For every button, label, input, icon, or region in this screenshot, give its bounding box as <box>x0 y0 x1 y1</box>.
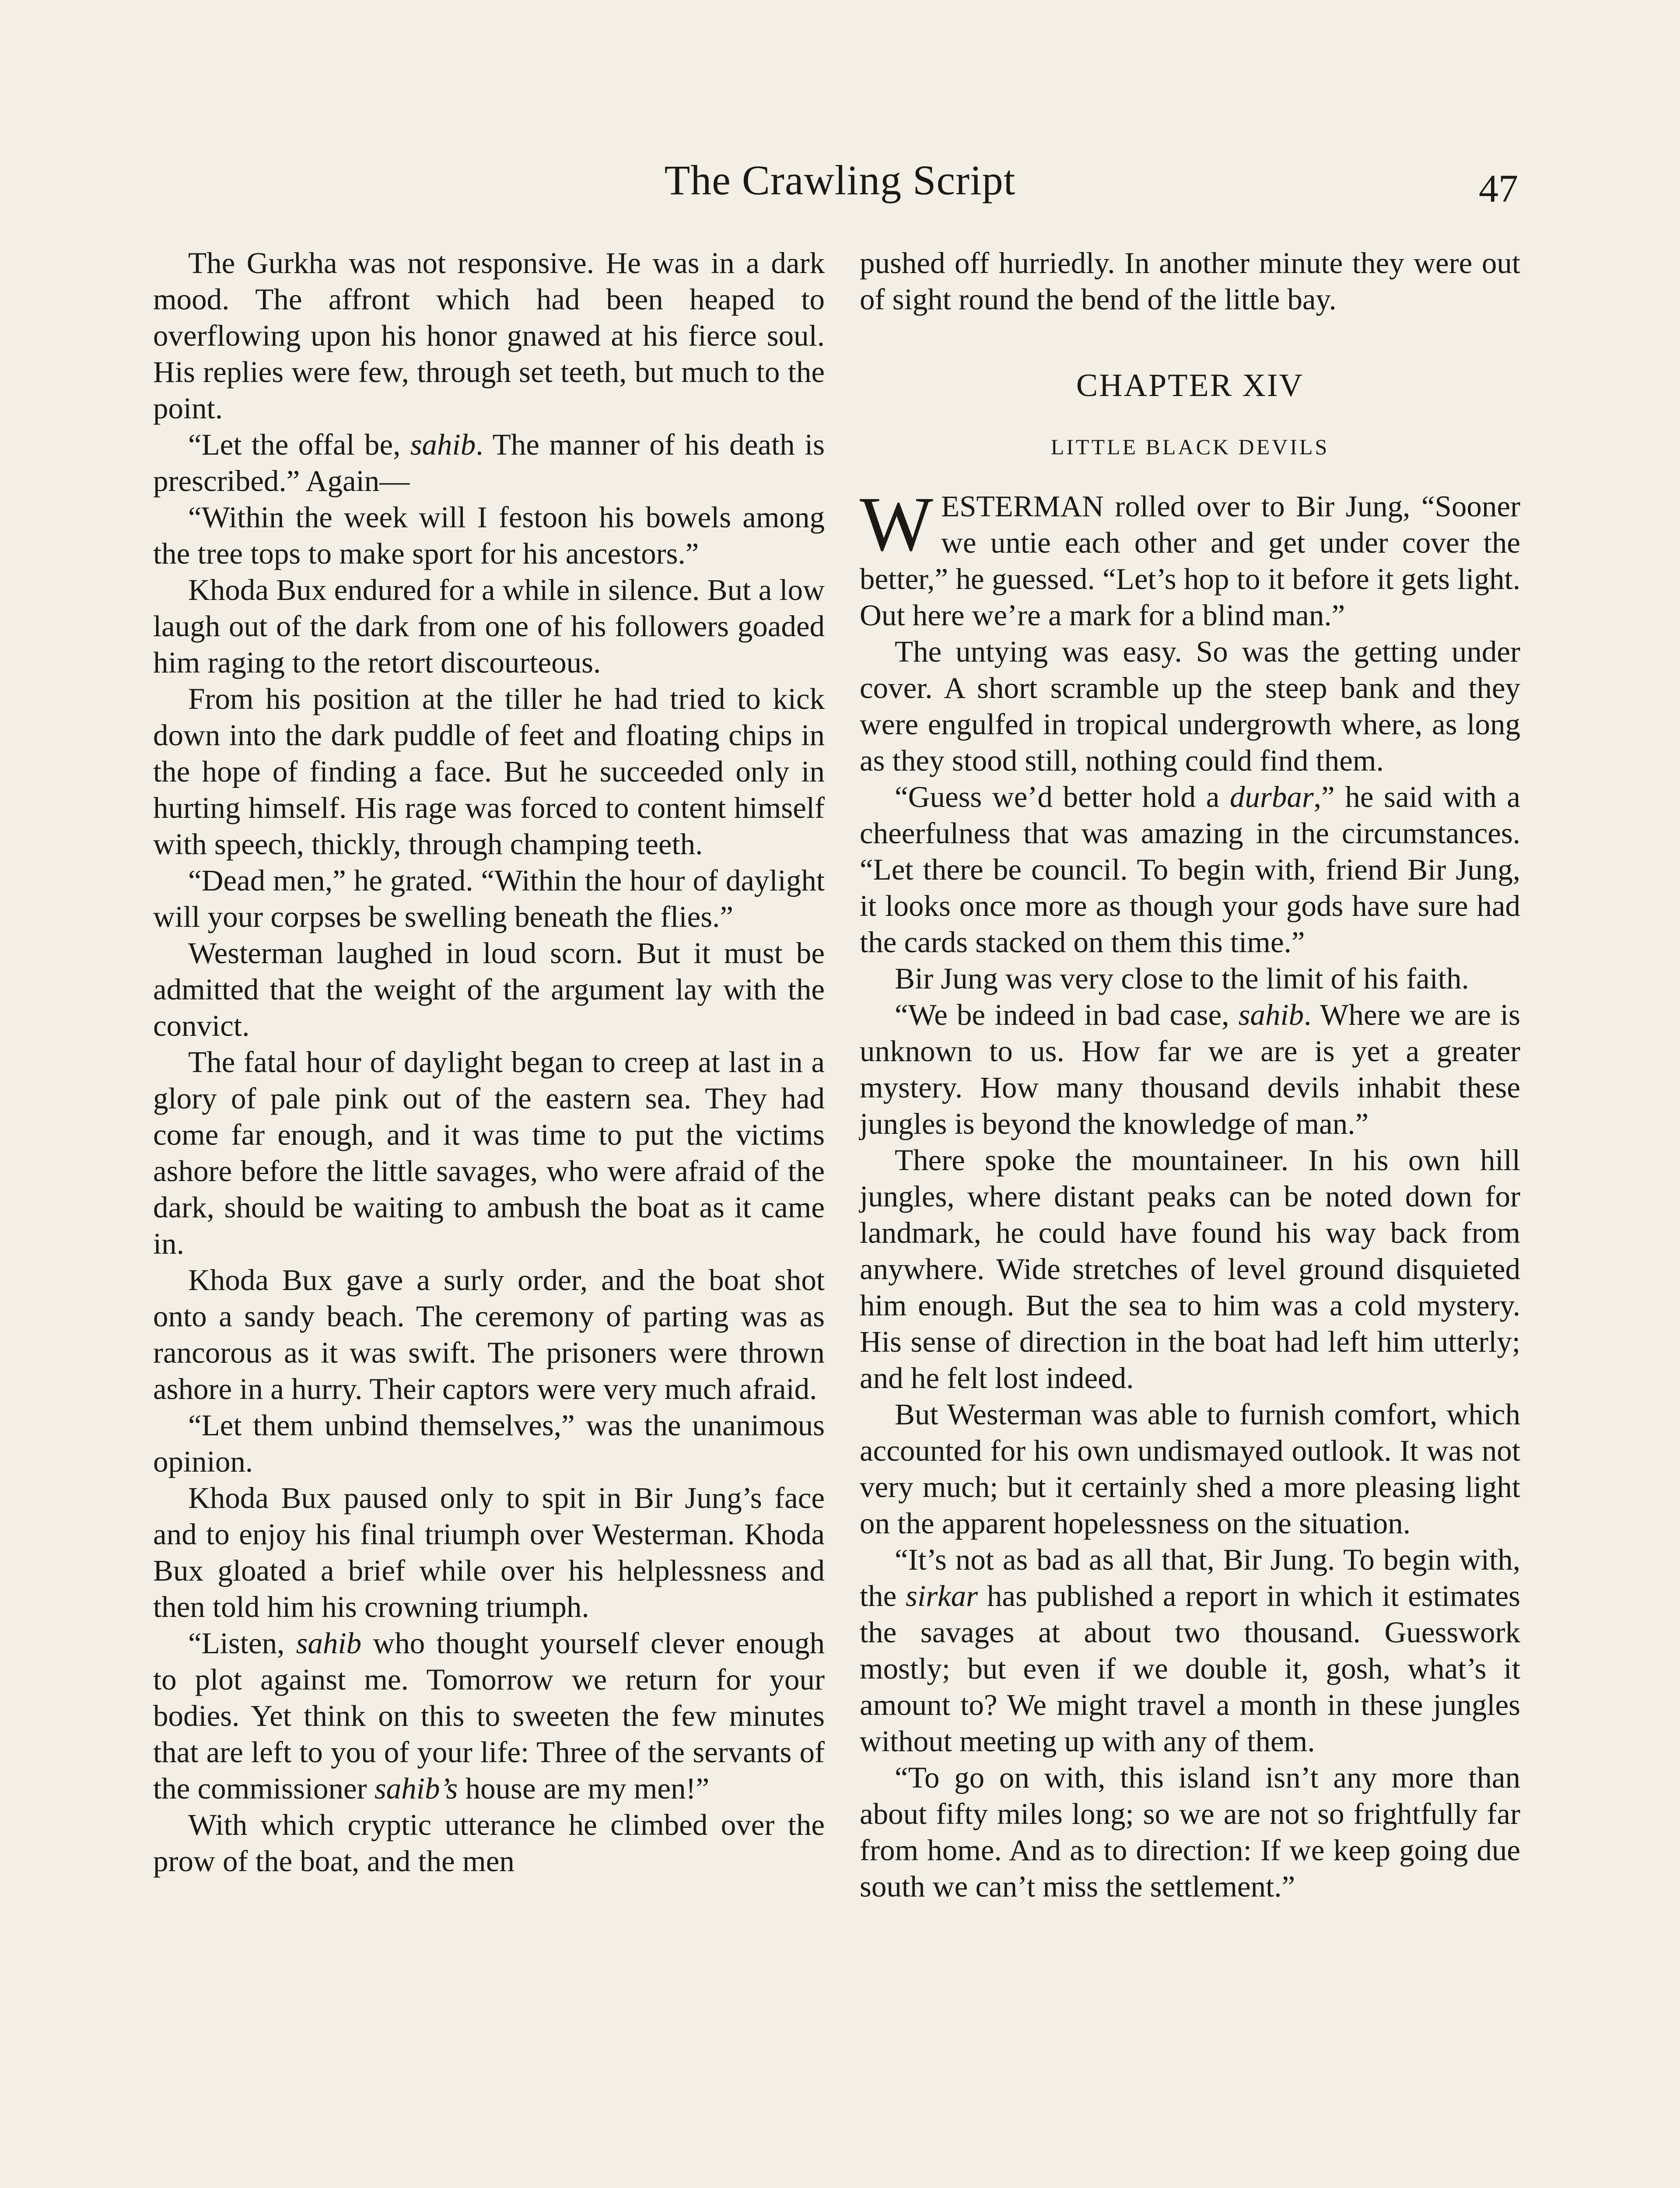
paragraph: There spoke the mountaineer. In his own hill jungles, where distant peaks can be noted down for landmark, he could have found his way back from anywhere. Wide stretches of level ground disquieted him enough. But the sea to him was a cold mystery. His sense of direction in the boat had left him utterly; and he felt lost indeed. <box>860 1143 1520 1395</box>
paragraph: But Westerman was able to furnish comfort, which accounted for his own undismayed outlook. It was not very much; but it certainly shed a more pleasing light on the apparent hopelessness on the situation. <box>860 1398 1520 1540</box>
left-column <box>153 245 825 1879</box>
paragraph: Khoda Bux gave a surly order, and the boat shot onto a sandy beach. The ceremony of parting was as rancorous as it was swift. The prisoners were thrown ashore in a hurry. Their captors were very much afraid. <box>153 1263 825 1406</box>
page-header <box>0 149 1680 210</box>
paragraph: “Listen, sahib who thought yourself clever enough to plot against me. Tomorrow we return for your bodies. Yet think on this to sweeten the few minutes that are left to you of your life: Three of the servants of the commissioner sahib’s house are my men!” <box>153 1627 825 1805</box>
paragraph: “Dead men,” he grated. “Within the hour of daylight will your corpses be swelling beneath the flies.” <box>153 864 825 933</box>
paragraph: pushed off hurriedly. In another minute they were out of sight round the bend of the little bay. <box>860 246 1520 316</box>
paragraph: Khoda Bux endured for a while in silence. But a low laugh out of the dark from one of his followers goaded him raging to the retort discourteous. <box>153 573 825 679</box>
paragraph: “Guess we’d better hold a durbar,” he said with a cheerfulness that was amazing in the circumstances. “Let there be council. To begin with, friend Bir Jung, it looks once more as though your gods have sure had the cards stacked on them this time.” <box>860 780 1520 959</box>
chapter-heading: CHAPTER XIV <box>1076 368 1304 403</box>
paragraph: The untying was easy. So was the getting under cover. A short scramble up the steep bank and they were engulfed in tropical undergrowth where, as long as they stood still, nothing could find them. <box>860 635 1520 777</box>
page-number: 47 <box>1479 167 1518 210</box>
paragraph: “It’s not as bad as all that, Bir Jung. To begin with, the sirkar has published a report in which it estimates the savages at about two thousand. Guesswork mostly; but even if we double it, gosh, what’s it amount to? We might travel a month in these jungles without meeting up with any of them. <box>860 1543 1521 1758</box>
paragraph: The fatal hour of daylight began to creep at last in a glory of pale pink out of the eastern sea. They had come far enough, and it was time to put the victims ashore before the little savages, who were afraid of the dark, should be waiting to ambush the boat as it came in. <box>153 1045 825 1260</box>
paragraph: “To go on with, this island isn’t any more than about fifty miles long; so we are not so frightfully far from home. And as to direction: If we keep going due south we can’t miss the settlement.” <box>860 1761 1520 1903</box>
paragraph: Westerman laughed in loud scorn. But it must be admitted that the weight of the argument lay with the convict. <box>153 936 825 1042</box>
paragraph: The Gurkha was not responsive. He was in a dark mood. The affront which had been heaped to overflowing upon his honor gnawed at his fierce soul. His replies were few, through set teeth, but much to the point. <box>153 246 825 425</box>
paragraph: “Let the offal be, sahib. The manner of his death is prescribed.” Again— <box>153 428 825 498</box>
paragraph: “Let them unbind themselves,” was the unanimous opinion. <box>153 1409 825 1478</box>
first-paragraph-text: ESTERMAN rolled over to Bir Jung, “Sooner we untie each other and get under cover the better,” he guessed. “Let’s hop to it before it gets light. Out here we’re a mark for a blind man.” <box>860 490 1520 632</box>
paragraph: With which cryptic utterance he climbed over the prow of the boat, and the men <box>153 1808 825 1878</box>
paragraph: “Within the week will I festoon his bowels among the tree tops to make sport for his ancestors.” <box>153 501 825 570</box>
paragraph: “We be indeed in bad case, sahib. Where we are is unknown to us. How far we are is yet a greater mystery. How many thousand devils inhabit these jungles is beyond the knowledge of man.” <box>860 998 1520 1140</box>
drop-cap: W <box>860 480 934 567</box>
running-title: The Crawling Script <box>664 157 1016 203</box>
paragraph: From his position at the tiller he had tried to kick down into the dark puddle of feet and floating chips in the hope of finding a face. But he succeeded only in hurting himself. His rage was forced to content himself with speech, thickly, through champing teeth. <box>153 682 825 861</box>
chapter-subtitle: LITTLE BLACK DEVILS <box>1050 435 1330 459</box>
right-column <box>860 245 1520 1905</box>
paragraph: Khoda Bux paused only to spit in Bir Jung’s face and to enjoy his final triumph over Westerman. Khoda Bux gloated a brief while over his helplessness and then told him his crowning triumph. <box>153 1481 825 1623</box>
paragraph: Bir Jung was very close to the limit of his faith. <box>895 962 1469 995</box>
chapter-first-paragraph <box>860 480 1520 634</box>
